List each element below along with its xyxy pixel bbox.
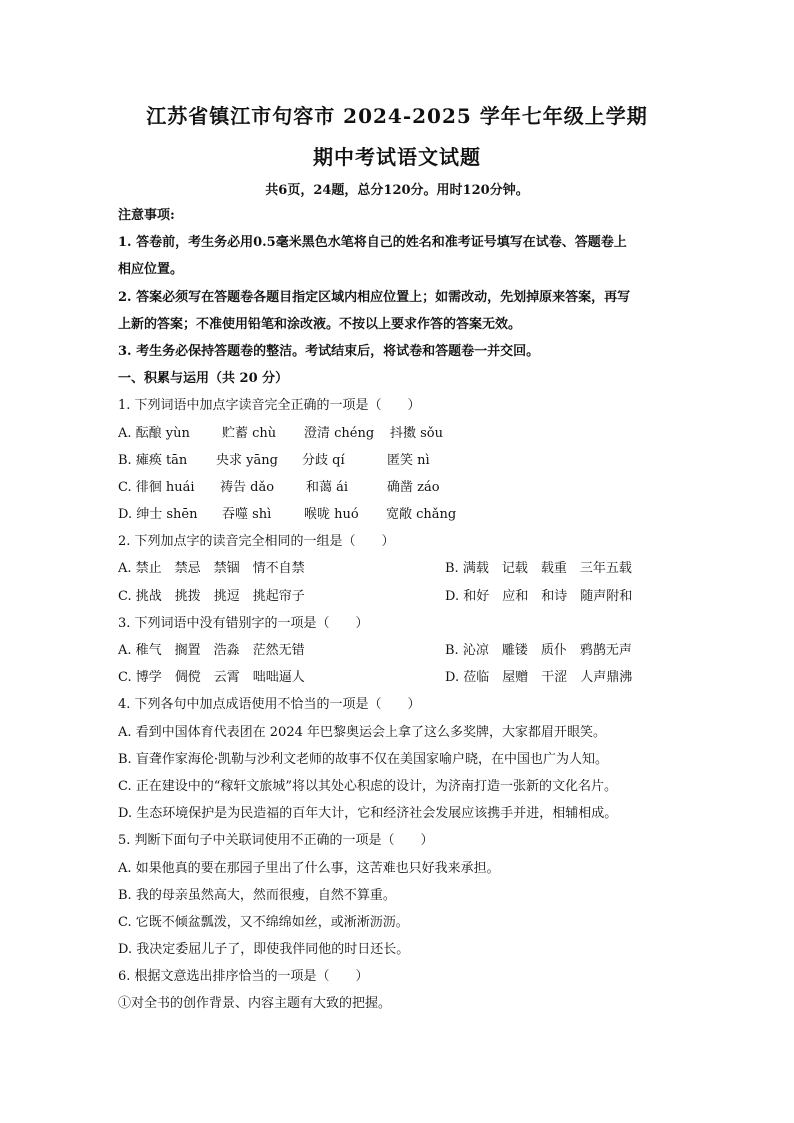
question-4-option-d: D. 生态环境保护是为民造福的百年大计，它和经济社会发展应该携手并进，相辅相成。 xyxy=(118,806,618,822)
option-word: 祷告 dǎo xyxy=(220,479,275,495)
question-3-row xyxy=(118,664,678,691)
option-a: A. 稚气 搁置 浩淼 茫然无错 xyxy=(118,643,305,658)
question-5-option-b: B. 我的母亲虽然高大，然而很瘦，自然不算重。 xyxy=(118,887,396,903)
question-3-row xyxy=(118,637,678,664)
question-1-option-a xyxy=(118,420,678,447)
notice-item: 1. 答卷前，考生务必用0.5毫米黑色水笔将自己的姓名和准考证号填写在试卷、答题卷上 xyxy=(118,235,627,251)
option-a: A. 禁止 禁忌 禁锢 情不自禁 xyxy=(118,561,305,577)
option-word: 匿笑 nì xyxy=(387,452,430,468)
question-4-option-b: B. 盲聋作家海伦·凯勒与沙利文老师的故事不仅在美国家喻户晓，在中国也广为人知。 xyxy=(118,751,608,767)
question-6-stem: 6. 根据文意选出排序恰当的一项是（ ） xyxy=(118,969,369,985)
question-1-option-b xyxy=(118,447,678,474)
option-word: 澄清 chéng xyxy=(304,425,375,441)
question-2-row xyxy=(118,555,678,582)
option-b: B. 沁凉 雕镂 质仆 鸦鹊无声 xyxy=(445,643,632,658)
question-1-option-c xyxy=(118,474,678,501)
question-1-stem: 1. 下列词语中加点字读音完全正确的一项是（ ） xyxy=(118,398,421,414)
question-2-row xyxy=(118,583,678,610)
option-word: 抖擞 sǒu xyxy=(390,425,444,441)
notice-heading: 注意事项: xyxy=(118,208,175,223)
exam-title-line2: 期中考试语文试题 xyxy=(313,145,481,169)
notice-item: 3. 考生务必保持答题卷的整洁。考试结束后，将试卷和答题卷一并交回。 xyxy=(118,343,540,359)
option-d: D. 和好 应和 和诗 随声附和 xyxy=(445,588,633,604)
option-word: 宽敞 chǎng xyxy=(386,507,457,523)
question-4-option-a: A. 看到中国体育代表团在 2024 年巴黎奥运会上拿了这么多奖牌，大家都眉开眼笑。 xyxy=(118,724,607,740)
question-5-option-a: A. 如果他真的要在那园子里出了什么事，这苦难也只好我来承担。 xyxy=(118,860,500,876)
exam-meta: 共6页，24题，总分120分。用时120分钟。 xyxy=(265,183,529,198)
question-2-stem: 2. 下列加点字的读音完全相同的一组是（ ） xyxy=(118,534,395,550)
option-word: 央求 yāng xyxy=(216,452,278,468)
option-word: D. 绅士 shēn xyxy=(118,507,198,523)
question-4-stem: 4. 下列各句中加点成语使用不恰当的一项是（ ） xyxy=(118,697,421,713)
option-word: 吞噬 shì xyxy=(222,507,272,523)
notice-item: 2. 答案必须写在答题卷各题目指定区域内相应位置上；如需改动，先划掉原来答案，再写 xyxy=(118,289,631,305)
question-4-option-c: C. 正在建设中的“稼轩文旅城”将以其处心积虑的设计，为济南打造一张新的文化名片。 xyxy=(118,778,618,794)
question-1-option-d xyxy=(118,501,678,528)
option-word: B. 瘫痪 tān xyxy=(118,452,188,468)
notice-item: 相应位置。 xyxy=(118,262,184,278)
question-5-option-c: C. 它既不倾盆瓢泼，又不绵绵如丝，或淅淅沥沥。 xyxy=(118,914,409,930)
question-6-item: ①对全书的创作背景、内容主题有大致的把握。 xyxy=(118,996,392,1012)
question-5-option-d: D. 我决定委屈儿子了，即使我伴同他的时日还长。 xyxy=(118,942,410,958)
option-word: 喉咙 huó xyxy=(304,507,359,523)
notice-item: 上新的答案；不准使用铅笔和涂改液。不按以上要求作答的答案无效。 xyxy=(118,316,522,332)
option-b: B. 满载 记载 载重 三年五载 xyxy=(445,561,632,577)
exam-body xyxy=(118,202,678,1018)
option-word: 分歧 qí xyxy=(302,452,345,468)
option-word: 和蔼 ái xyxy=(306,479,349,495)
option-word: A. 酝酿 yùn xyxy=(118,425,190,441)
question-3-stem: 3. 下列词语中没有错别字的一项是（ ） xyxy=(118,615,369,631)
option-c: C. 博学 倜傥 云霄 咄咄逼人 xyxy=(118,670,305,686)
option-d: D. 莅临 屋赠 干涩 人声鼎沸 xyxy=(445,670,633,686)
exam-title-line1: 江苏省镇江市句容市 2024-2025 学年七年级上学期 xyxy=(146,104,648,128)
option-c: C. 挑战 挑拨 挑逗 挑起帘子 xyxy=(118,588,305,604)
option-word: C. 徘徊 huái xyxy=(118,479,195,495)
option-word: 确凿 záo xyxy=(387,479,440,495)
section-heading: 一、积累与运用（共 20 分） xyxy=(118,371,289,387)
option-word: 贮蓄 chù xyxy=(222,425,277,441)
question-5-stem: 5. 判断下面句子中关联词使用不正确的一项是（ ） xyxy=(118,833,434,849)
